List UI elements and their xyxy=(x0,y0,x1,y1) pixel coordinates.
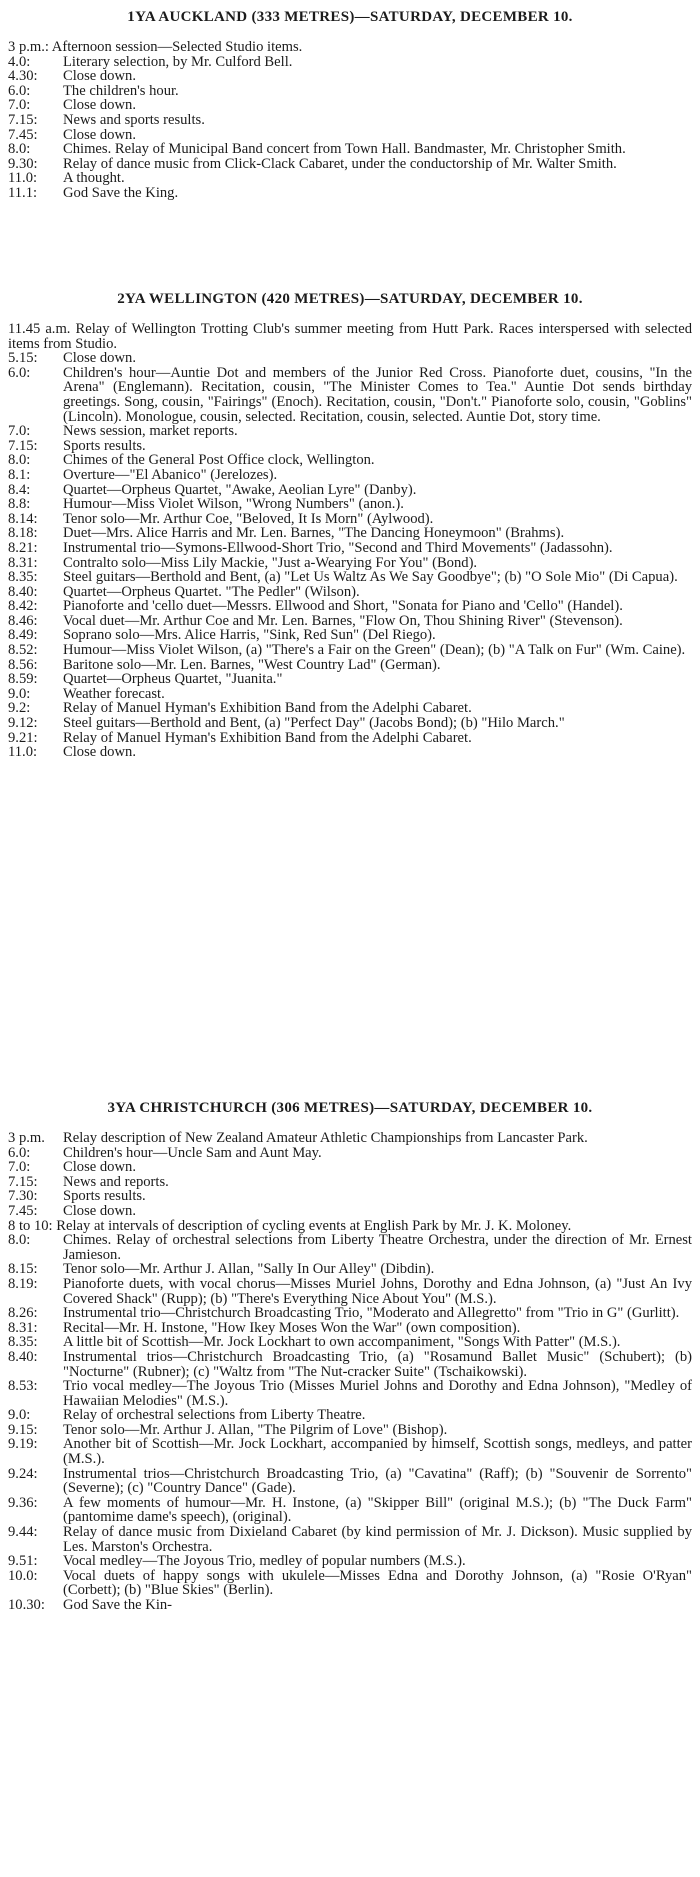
programme-time: 11.0: xyxy=(8,744,38,761)
programme-item xyxy=(8,599,692,614)
programme-time: 8.14: xyxy=(8,510,38,527)
programme-item xyxy=(8,1598,692,1613)
programme-item xyxy=(8,1146,692,1161)
programme-item xyxy=(8,1175,692,1190)
programme-time: 8.49: xyxy=(8,627,38,644)
programme-time: 6.0: xyxy=(8,82,31,99)
programme-item xyxy=(8,1525,692,1554)
programme-description: Chimes. Relay of orchestral selections from Liberty Theatre Orchestra, under the direction of Mr. Ernest Jamieson. xyxy=(63,1232,692,1263)
section-3ya-christchurch xyxy=(8,1097,692,1877)
programme-item xyxy=(8,424,692,439)
programme-description: Relay of Wellington Trotting Club's summer meeting from Hutt Park. Races interspersed with selected items from Studio. xyxy=(8,321,692,352)
programme-time: 8.8: xyxy=(8,496,31,513)
programme-time: 5.15: xyxy=(8,350,38,367)
programme-time: 8.26: xyxy=(8,1305,38,1322)
programme-description: Relay of Manuel Hyman's Exhibition Band from the Adelphi Cabaret. xyxy=(63,700,472,717)
programme-item xyxy=(8,1379,692,1408)
programme-item xyxy=(8,128,692,143)
programme-description: Afternoon session—Selected Studio items. xyxy=(51,39,303,55)
programme-item xyxy=(8,351,692,366)
programme-item xyxy=(8,69,692,84)
programme-description: Relay of orchestral selections from Liberty Theatre. xyxy=(63,1407,366,1424)
programme-item xyxy=(8,1423,692,1438)
programme-item xyxy=(8,84,692,99)
programme-description: A little bit of Scottish—Mr. Jock Lockhart to own accompaniment, "Songs With Patter" (M.S.). xyxy=(63,1334,621,1351)
programme-description: Pianoforte duets, with vocal chorus—Misses Muriel Johns, Dorothy and Edna Johnson, (a) "Just An Ivy Covered Shack" (Rupp); (b) "There's Everything Nice About You" (M.S.). xyxy=(63,1275,692,1307)
programme-description: Soprano solo—Mrs. Alice Harris, "Sink, Red Sun" (Del Riego). xyxy=(63,627,436,644)
programme-time: 8.4: xyxy=(8,481,31,498)
programme-item xyxy=(8,701,692,716)
programme-description: Chimes. Relay of Municipal Band concert from Town Hall. Bandmaster, Mr. Christopher Smith. xyxy=(63,141,626,158)
programme-item xyxy=(8,483,692,498)
programme-time: 8.59: xyxy=(8,671,38,688)
programme-list xyxy=(8,40,692,201)
programme-item xyxy=(8,745,692,760)
programme-time: 9.0: xyxy=(8,685,31,702)
programme-time: 11.45 a.m. xyxy=(8,321,71,337)
programme-item xyxy=(8,1335,692,1350)
programme-time: 8.0: xyxy=(8,452,31,469)
programme-item xyxy=(8,512,692,527)
programme-item xyxy=(8,556,692,571)
programme-description: God Save the King. xyxy=(63,184,179,201)
programme-item xyxy=(8,453,692,468)
section-2ya-wellington xyxy=(8,288,692,1095)
programme-description: Close down. xyxy=(63,126,136,143)
programme-description: Relay of dance music from Dixieland Cabaret (by kind permission of Mr. J. Dickson). Music supplied by Les. Marston's Orchestra. xyxy=(63,1524,692,1555)
programme-description: Tenor solo—Mr. Arthur Coe, "Beloved, It Is Morn" (Aylwood). xyxy=(63,510,434,527)
programme-description: Instrumental trios—Christchurch Broadcasting Trio, (a) "Rosamund Ballet Music" (Schubert); (b) "Nocturne" (Rubner); (c) "Waltz from "The Nut-cracker Suite" (Tschaikowski). xyxy=(63,1348,692,1380)
programme-time: 9.21: xyxy=(8,729,38,746)
programme-time: 8.19: xyxy=(8,1275,38,1292)
programme-time: 9.44: xyxy=(8,1524,38,1541)
programme-item xyxy=(8,687,692,702)
programme-description: Close down. xyxy=(63,1159,136,1176)
programme-item xyxy=(8,1277,692,1306)
programme-item xyxy=(8,570,692,585)
programme-description: Sports results. xyxy=(63,437,146,454)
programme-time: 8.31: xyxy=(8,554,38,571)
programme-item xyxy=(8,643,692,658)
programme-description: The children's hour. xyxy=(63,82,179,99)
programme-description: Weather forecast. xyxy=(63,685,165,702)
programme-item xyxy=(8,366,692,424)
programme-time: 8 to 10: xyxy=(8,1217,53,1234)
programme-list xyxy=(8,322,692,760)
programme-description: Close down. xyxy=(63,1202,136,1219)
programme-description: Instrumental trio—Symons-Ellwood-Short Trio, "Second and Third Movements" (Jadassohn). xyxy=(63,539,613,556)
programme-description: Duet—Mrs. Alice Harris and Mr. Len. Barnes, "The Dancing Honeymoon" (Brahms). xyxy=(63,525,565,542)
programme-item xyxy=(8,1467,692,1496)
programme-description: Relay of dance music from Click-Clack Cabaret, under the conductorship of Mr. Walter Smith. xyxy=(63,155,617,172)
programme-description: Trio vocal medley—The Joyous Trio (Misses Muriel Johns and Dorothy and Edna Johnson), "Medley of Hawaiian Melodies" (M.S.). xyxy=(63,1378,692,1409)
programme-item xyxy=(8,1408,692,1423)
programme-item xyxy=(8,526,692,541)
section-heading: 1YA AUCKLAND (333 METRES)—SATURDAY, DECEMBER 10. xyxy=(127,9,573,25)
programme-time: 4.30: xyxy=(8,68,38,85)
programme-item xyxy=(8,1233,692,1262)
programme-item xyxy=(8,1569,692,1598)
programme-time: 7.15: xyxy=(8,111,38,128)
programme-item xyxy=(8,658,692,673)
programme-description: Contralto solo—Miss Lily Mackie, "Just a-Wearying For You" (Bond). xyxy=(63,554,478,571)
programme-time: 7.45: xyxy=(8,1202,38,1219)
programme-item xyxy=(8,439,692,454)
programme-time: 11.0: xyxy=(8,170,38,187)
programme-description: A few moments of humour—Mr. H. Instone, (a) "Skipper Bill" (original M.S.); (b) "The Duck Farm" (pantomime dame's speech), (original). xyxy=(63,1494,692,1526)
programme-item xyxy=(8,628,692,643)
programme-time: 7.0: xyxy=(8,1159,31,1176)
programme-time: 8.40: xyxy=(8,583,38,600)
programme-list xyxy=(8,1131,692,1613)
programme-item xyxy=(8,1219,692,1234)
programme-description: Tenor solo—Mr. Arthur J. Allan, "The Pilgrim of Love" (Bishop). xyxy=(63,1421,448,1438)
programme-description: A thought. xyxy=(63,170,125,187)
programme-item xyxy=(8,171,692,186)
programme-time: 8.21: xyxy=(8,539,38,556)
programme-item xyxy=(8,468,692,483)
programme-item xyxy=(8,98,692,113)
programme-time: 9.24: xyxy=(8,1465,38,1482)
programme-item xyxy=(8,541,692,556)
programme-item xyxy=(8,716,692,731)
programme-time: 7.30: xyxy=(8,1188,38,1205)
programme-description: Chimes of the General Post Office clock, Wellington. xyxy=(63,452,375,469)
programme-time: 8.53: xyxy=(8,1378,38,1395)
programme-description: Overture—"El Abanico" (Jerelozes). xyxy=(63,466,278,483)
programme-time: 8.35: xyxy=(8,1334,38,1351)
programme-description: Close down. xyxy=(63,350,136,367)
programme-time: 7.15: xyxy=(8,1173,38,1190)
programme-description: Literary selection, by Mr. Culford Bell. xyxy=(63,53,293,70)
section-heading: 2YA WELLINGTON (420 METRES)—SATURDAY, DECEMBER 10. xyxy=(117,291,583,307)
programme-description: Instrumental trios—Christchurch Broadcasting Trio, (a) "Cavatina" (Raff); (b) "Souvenir de Sorrento" (Severne); (c) "Country Dance" (Gade). xyxy=(63,1465,692,1497)
programme-time: 3 p.m. xyxy=(8,1130,45,1146)
programme-description: Relay at intervals of description of cycling events at English Park by Mr. J. K. Moloney. xyxy=(56,1217,572,1234)
programme-description: Humour—Miss Violet Wilson, (a) "There's a Fair on the Green" (Dean); (b) "A Talk on Fur" (Wm. Caine). xyxy=(63,642,686,659)
programme-description: Recital—Mr. H. Instone, "How Ikey Moses Won the War" (own composition). xyxy=(63,1319,521,1336)
programme-time: 9.19: xyxy=(8,1436,38,1453)
programme-time: 9.15: xyxy=(8,1421,38,1438)
programme-description: Children's hour—Uncle Sam and Aunt May. xyxy=(63,1144,322,1161)
programme-description: Pianoforte and 'cello duet—Messrs. Ellwood and Short, "Sonata for Piano and 'Cello" (Handel). xyxy=(63,598,623,615)
section-1ya-auckland xyxy=(8,6,692,286)
programme-item xyxy=(8,1204,692,1219)
programme-time: 4.0: xyxy=(8,53,31,70)
programme-description: News session, market reports. xyxy=(63,423,238,440)
programme-item xyxy=(8,1437,692,1466)
programme-description: Tenor solo—Mr. Arthur J. Allan, "Sally In Our Alley" (Dibdin). xyxy=(63,1261,435,1278)
programme-description: Vocal medley—The Joyous Trio, medley of popular numbers (M.S.). xyxy=(63,1553,466,1570)
programme-time: 6.0: xyxy=(8,1144,31,1161)
programme-item xyxy=(8,40,692,55)
programme-description: News and reports. xyxy=(63,1173,169,1190)
programme-item xyxy=(8,585,692,600)
programme-item xyxy=(8,1306,692,1321)
programme-description: Vocal duet—Mr. Arthur Coe and Mr. Len. Barnes, "Flow On, Thou Shining River" (Stevenson). xyxy=(63,612,623,629)
programme-time: 8.31: xyxy=(8,1319,38,1336)
programme-time: 9.30: xyxy=(8,155,38,172)
programme-time: 9.2: xyxy=(8,700,31,717)
programme-description: Humour—Miss Violet Wilson, "Wrong Numbers" (anon.). xyxy=(63,496,404,513)
programme-time: 8.35: xyxy=(8,569,38,586)
programme-item xyxy=(8,322,692,351)
programme-time: 8.1: xyxy=(8,466,31,483)
programme-item xyxy=(8,614,692,629)
programme-time: 11.1: xyxy=(8,184,38,201)
programme-item xyxy=(8,113,692,128)
programme-time: 10.30: xyxy=(8,1597,45,1613)
programme-description: Quartet—Orpheus Quartet. "The Pedler" (Wilson). xyxy=(63,583,360,600)
programme-time: 9.51: xyxy=(8,1553,38,1570)
programme-time: 7.0: xyxy=(8,423,31,440)
programme-time: 7.15: xyxy=(8,437,38,454)
programme-item xyxy=(8,1554,692,1569)
programme-description: Close down. xyxy=(63,97,136,114)
programme-time: 8.42: xyxy=(8,598,38,615)
section-heading: 3YA CHRISTCHURCH (306 METRES)—SATURDAY, DECEMBER 10. xyxy=(107,1100,593,1116)
programme-description: Another bit of Scottish—Mr. Jock Lockhart, accompanied by himself, Scottish songs, medleys, and patter (M.S.). xyxy=(63,1436,692,1468)
programme-item xyxy=(8,1321,692,1336)
programme-description: Vocal duets of happy songs with ukulele—Misses Edna and Dorothy Johnson, (a) "Rosie O'Ryan" (Corbett); (b) "Blue Skies" (Berlin). xyxy=(63,1567,692,1599)
programme-description: Children's hour—Auntie Dot and members of the Junior Red Cross. Pianoforte duet, cousins, "In the Arena" (Englemann). Recitation, cousin, "The Minister Comes to Tea." Auntie Dot sends birthday greetings. Song, cousin, "Fairings" (Enoch). Recitation, cousin, "Don't." Pianoforte solo, cousin, "Goblins" (Lincoln). Monologue, cousin, selected. Recitation, cousin, selected. Auntie Dot, story time. xyxy=(63,364,692,425)
programme-item xyxy=(8,186,692,201)
programme-item xyxy=(8,1131,692,1146)
programme-item xyxy=(8,731,692,746)
programme-time: 7.45: xyxy=(8,126,38,143)
programme-time: 8.0: xyxy=(8,1232,31,1249)
programme-description: Close down. xyxy=(63,744,136,761)
programme-time: 7.0: xyxy=(8,97,31,114)
programme-description: Quartet—Orpheus Quartet, "Awake, Aeolian Lyre" (Danby). xyxy=(63,481,417,498)
programme-time: 8.46: xyxy=(8,612,38,629)
programme-item xyxy=(8,55,692,70)
programme-time: 3 p.m.: xyxy=(8,39,49,55)
programme-item xyxy=(8,1496,692,1525)
programme-description: News and sports results. xyxy=(63,111,205,128)
programme-item xyxy=(8,672,692,687)
programme-description: Close down. xyxy=(63,68,136,85)
programme-time: 9.36: xyxy=(8,1494,38,1511)
programme-description: Relay description of New Zealand Amateur Athletic Championships from Lancaster Park. xyxy=(63,1130,588,1146)
programme-time: 9.12: xyxy=(8,715,38,732)
programme-item xyxy=(8,142,692,157)
programme-description: God Save the Kin- xyxy=(63,1597,173,1613)
programme-description: Sports results. xyxy=(63,1188,146,1205)
programme-time: 10.0: xyxy=(8,1567,38,1584)
programme-description: Instrumental trio—Christchurch Broadcasting Trio, "Moderato and Allegretto" from "Trio in G" (Gurlitt). xyxy=(63,1305,680,1322)
programme-description: Baritone solo—Mr. Len. Barnes, "West Country Lad" (German). xyxy=(63,656,441,673)
programme-item xyxy=(8,1262,692,1277)
programme-time: 8.0: xyxy=(8,141,31,158)
programme-item xyxy=(8,497,692,512)
programme-item xyxy=(8,1350,692,1379)
programme-item xyxy=(8,157,692,172)
programme-time: 8.56: xyxy=(8,656,38,673)
programme-description: Relay of Manuel Hyman's Exhibition Band from the Adelphi Cabaret. xyxy=(63,729,472,746)
programme-description: Steel guitars—Berthold and Bent, (a) "Perfect Day" (Jacobs Bond); (b) "Hilo March." xyxy=(63,715,565,732)
programme-time: 8.40: xyxy=(8,1348,38,1365)
programme-description: Quartet—Orpheus Quartet, "Juanita." xyxy=(63,671,283,688)
programme-time: 8.52: xyxy=(8,642,38,659)
programme-time: 8.18: xyxy=(8,525,38,542)
programme-item xyxy=(8,1189,692,1204)
programme-item xyxy=(8,1160,692,1175)
programme-description: Steel guitars—Berthold and Bent, (a) "Let Us Waltz As We Say Goodbye"; (b) "O Sole Mio" (Di Capua). xyxy=(63,569,678,586)
programme-time: 6.0: xyxy=(8,364,31,381)
programme-time: 8.15: xyxy=(8,1261,38,1278)
programme-time: 9.0: xyxy=(8,1407,31,1424)
